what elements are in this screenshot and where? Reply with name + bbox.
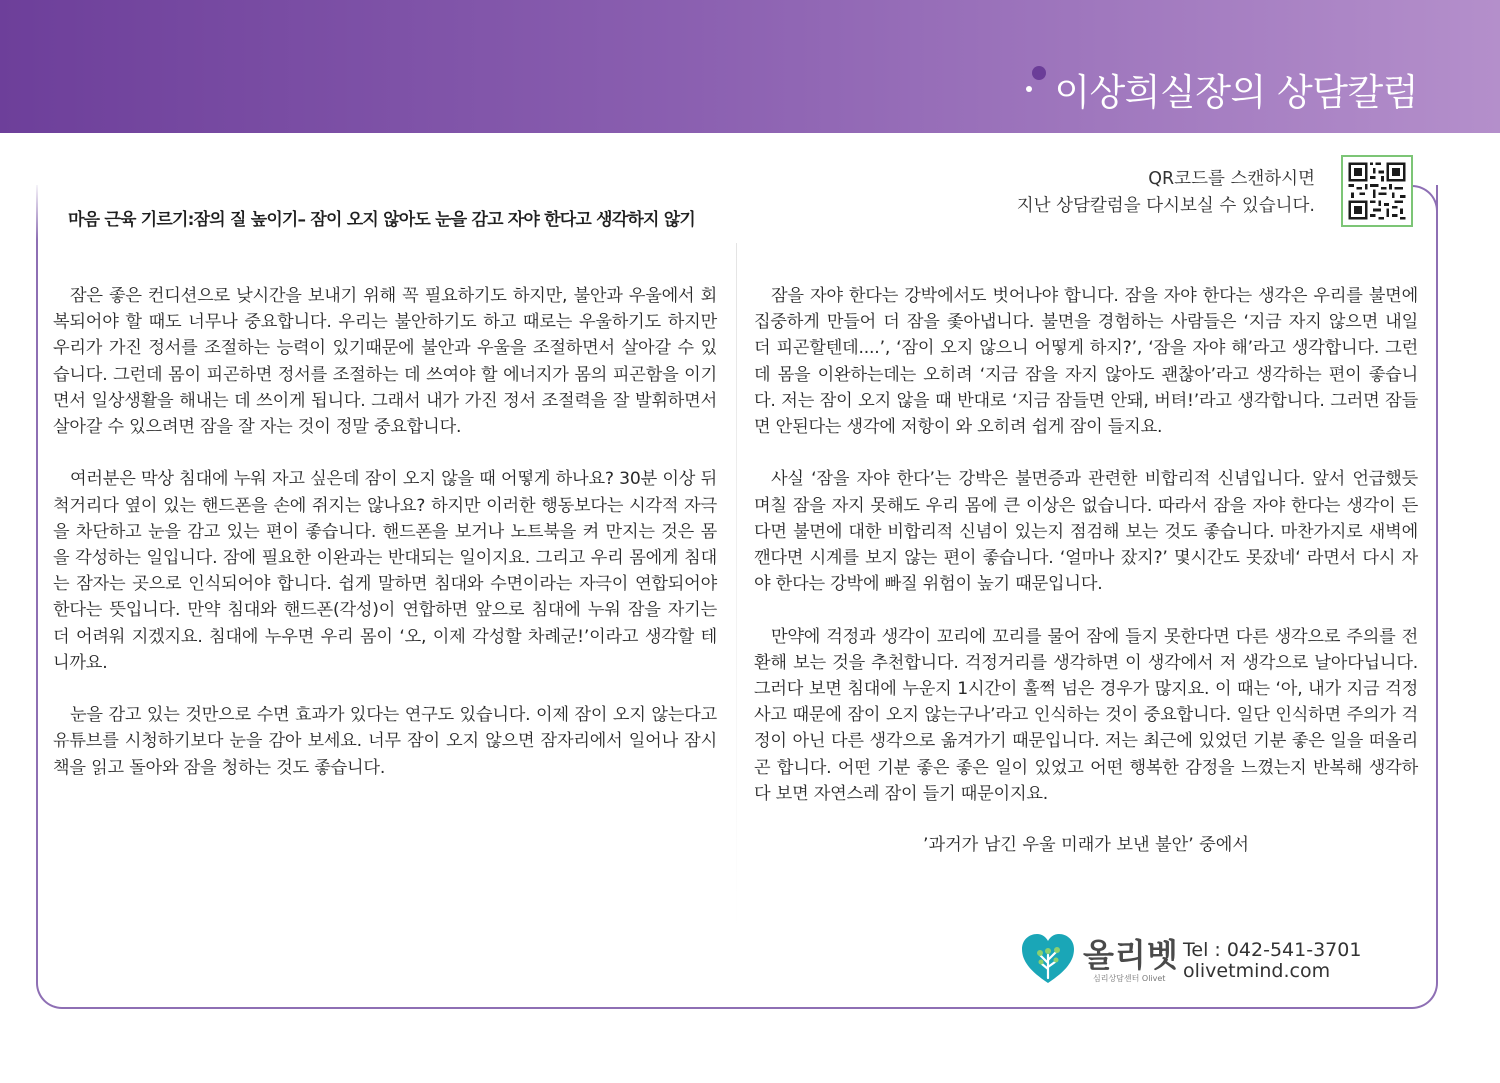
qr-line-2: 지난 상담칼럼을 다시보실 수 있습니다.	[1016, 196, 1315, 216]
column-title: 이상희실장의 상담칼럼	[1054, 71, 1418, 114]
article-subtitle: 마음 근육 기르기:잠의 질 높이기– 잠이 오지 않아도 눈을 감고 자야 한다고 생각하지 않기	[68, 210, 696, 230]
qr-code-icon[interactable]	[1341, 155, 1413, 227]
contact-phone: Tel : 042-541-3701	[1183, 939, 1362, 961]
right-column	[754, 283, 1418, 833]
contact-website[interactable]: olivetmind.com	[1183, 960, 1331, 982]
logo-name: 올리벳	[1083, 936, 1179, 974]
paragraph: 여러분은 막상 침대에 누워 자고 싶은데 잠이 오지 않을 때 어떻게 하나요? 30분 이상 뒤척거리다 옆이 있는 핸드폰을 손에 쥐지는 않나요? 하지만 이러한 행동보다는 시각적 자극을 차단하고 눈을 감고 있는 편이 좋습니다. 핸드폰을 보거나 노트북을 켜 만지는 것은 몸을 각성하는 일입니다. 잠에 필요한 이완과는 반대되는 일이지요. 그리고 우리 몸에게 침대는 잠자는 곳으로 인식되어야 합니다. 쉽게 말하면 침대와 수면이라는 자극이 연합되어야 한다는 뜻입니다. 만약 침대와 핸드폰(각성)이 연합하면 앞으로 침대에 누워 잠을 자기는 더 어려워 지겠지요. 침대에 누우면 우리 몸이 ‘오, 이제 각성할 차례군!’이라고 생각할 테니까요.	[53, 469, 717, 673]
paragraph: 잠을 자야 한다는 강박에서도 벗어나야 합니다. 잠을 자야 한다는 생각은 우리를 불면에 집중하게 만들어 더 잠을 좇아냅니다. 불면을 경험하는 사람들은 ‘지금 자지 않으면 내일 더 피곤할텐데....’, ‘잠이 오지 않으니 어떻게 하지?’, ‘잠을 자야 해’라고 생각합니다. 그런데 몸을 이완하는데는 오히려 ‘지금 잠을 자지 않아도 괜찮아’라고 생각하는 편이 좋습니다. 저는 잠이 오지 않을 때 반대로 ‘지금 잠들면 안돼, 버텨!’라고 생각합니다. 그러면 잠들면 안된다는 생각에 저항이 와 오히려 쉽게 잠이 들지요.	[754, 286, 1418, 438]
bullet-dot-small-icon	[1026, 86, 1032, 92]
paragraph: 만약에 걱정과 생각이 꼬리에 꼬리를 물어 잠에 들지 못한다면 다른 생각으로 주의를 전환해 보는 것을 추천합니다. 걱정거리를 생각하면 이 생각에서 저 생각으로 날아다닙니다. 그러다 보면 침대에 누운지 1시간이 훌쩍 넘은 경우가 많지요. 이 때는 ‘아, 내가 지금 걱정 사고 때문에 잠이 오지 않는구나’라고 인식하는 것이 중요합니다. 일단 인식하면 주의가 걱정이 아닌 다른 생각으로 옮겨가기 때문입니다. 저는 최근에 있었던 기분 좋은 일을 떠올리곤 합니다. 어떤 기분 좋은 좋은 일이 있었고 어떤 행복한 감정을 느꼈는지 반복해 생각하다 보면 자연스레 잠이 들기 때문이지요.	[754, 626, 1418, 804]
bullet-dot-icon	[1032, 66, 1046, 80]
header-banner	[0, 0, 1500, 133]
book-source: ’과거가 남긴 우울 미래가 보낸 불안’ 중에서	[923, 835, 1249, 855]
qr-instructions	[1017, 166, 1315, 220]
left-column	[53, 283, 717, 807]
column-divider	[736, 243, 737, 933]
paragraph: 잠은 좋은 컨디션으로 낮시간을 보내기 위해 꼭 필요하기도 하지만, 불안과 우울에서 회복되어야 할 때도 너무나 중요합니다. 우리는 불안하기도 하고 때로는 우울하기도 하지만 우리가 가진 정서를 조절하는 능력이 있기때문에 불안과 우울을 조절하면서 살아갈 수 있습니다. 그런데 몸이 피곤하면 정서를 조절하는 데 쓰여야 할 에너지가 몸의 피곤함을 이기면서 일상생활을 해내는 데 쓰이게 됩니다. 그래서 내가 가진 정서 조절력을 잘 발휘하면서 살아갈 수 있으려면 잠을 잘 자는 것이 정말 중요합니다.	[53, 286, 717, 438]
frame-fade	[33, 180, 41, 240]
heart-tree-logo-icon[interactable]	[1020, 933, 1076, 985]
paragraph: 눈을 감고 있는 것만으로 수면 효과가 있다는 연구도 있습니다. 이제 잠이 오지 않는다고 유튜브를 시청하기보다 눈을 감아 보세요. 너무 잠이 오지 않으면 잠자리에서 일어나 잠시 책을 읽고 돌아와 잠을 청하는 것도 좋습니다.	[53, 705, 717, 778]
paragraph: 사실 ‘잠을 자야 한다’는 강박은 불면증과 관련한 비합리적 신념입니다. 앞서 언급했듯 며칠 잠을 자지 못해도 우리 몸에 큰 이상은 없습니다. 따라서 잠을 자야 한다는 생각이 든다면 불면에 대한 비합리적 신념이 있는지 점검해 보는 것도 좋습니다. 마찬가지로 새벽에 깬다면 시계를 보지 않는 편이 좋습니다. ‘얼마나 잤지?’ 몇시간도 못잤네‘ 라면서 다시 자야 한다는 강박에 빠질 위험이 높기 때문입니다.	[754, 469, 1418, 595]
logo-subtitle: 심리상담센터 Olivet	[1093, 974, 1166, 983]
qr-line-1: QR코드를 스캔하시면	[1148, 169, 1315, 189]
